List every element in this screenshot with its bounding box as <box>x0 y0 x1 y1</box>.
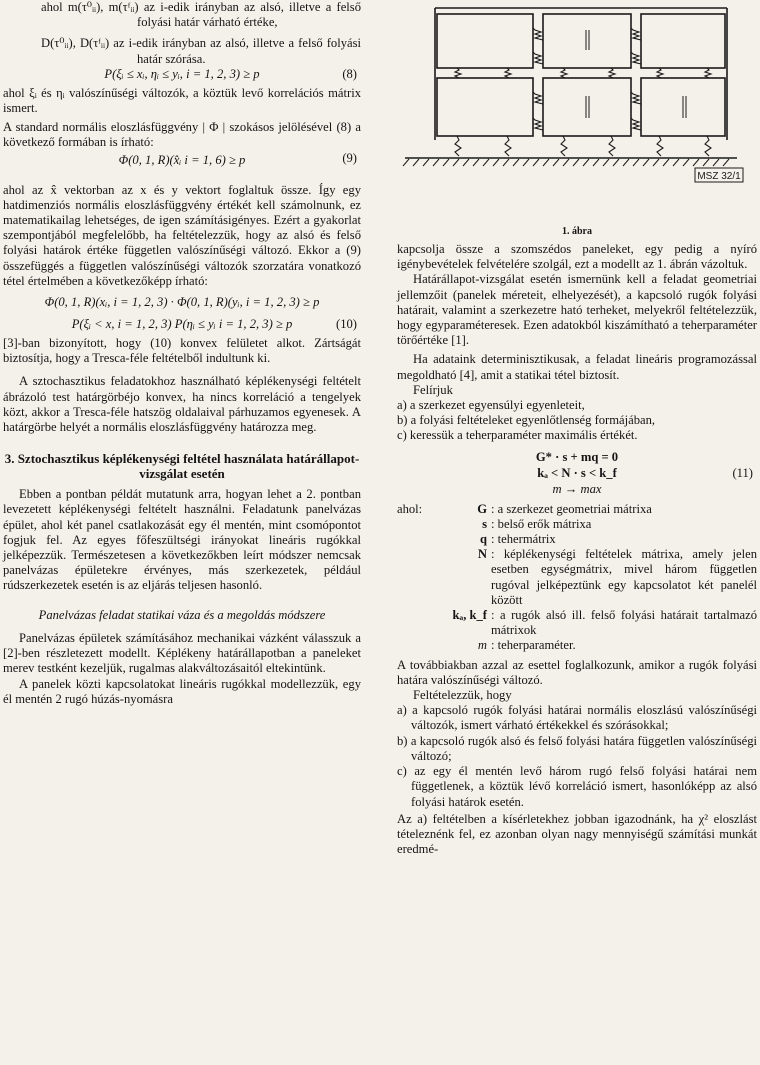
equation-10-number: (10) <box>336 317 357 332</box>
section-heading-3: 3. Sztochasztikus képlékenységi feltétel használata határállapot-vizsgálat esetén <box>4 451 360 482</box>
definition-key: G <box>477 501 487 516</box>
definition-value: : képlékenységi feltételek mátrixa, amely jelen esetben egységmátrix, mivel három független rugóval jelképeztünk egy kapcsolatot két panelél között <box>491 547 757 607</box>
equation-8 <box>3 67 361 86</box>
definition-deviation: D(τ⁰ᵢᵢ), D(τᶠᵢᵢ) az i-edik irányban az alsó, illetve a felső folyási határ szórása. <box>41 36 361 66</box>
paragraph-further: A továbbiakban azzal az esettel foglalkozunk, amikor a rugók folyási határa valószínűségi változó. <box>397 657 757 687</box>
definition-value: : teherparaméter. <box>491 638 576 653</box>
paragraph-connect-panels: kapcsolja össze a szomszédos paneleket, egy pedig a nyíró igénybevételek felvételére szolgál, ezt a modellt az 1. ábrán vázoltuk. <box>397 242 757 272</box>
left-column <box>3 0 361 707</box>
paragraph-assume: Feltételezzük, hogy <box>413 688 512 703</box>
paragraph-limit-state: Határállapot-vizsgálat esetén ismernünk kell a feladat geometriai jellemzőit (panelek méreteit, elhelyezését), a kapcsoló rugók folyási határait, valamint a szerkezetre ható terheket, melyekről feltételezzük, hogy egyparaméteresek. Ezen adatokból kiszámítható a teherparaméter törőértéke [1]. <box>397 272 757 348</box>
equation-11a-body: G* · s + mq = 0 <box>535 449 619 464</box>
paragraph-deterministic: Ha adataink determinisztikusak, a feladat lineáris programozással megoldható [4], amit a statikai tétel biztosít. <box>397 352 757 382</box>
paragraph-mechanical-model: Panelvázas épületek számításához mechanikai vázként válasszuk a [2]-ben részletezett modellt. Képlékeny határállapotban a paneleket merev testként kezeljük, rugalmas alakváltozásaitól eltekintünk. <box>3 630 361 676</box>
equation-11-line-2 <box>397 466 757 482</box>
equation-10b-body: P(ξᵢ < x, i = 1, 2, 3) P(ηᵢ ≤ yᵢ i = 1, 2, 3) ≥ p <box>71 317 293 332</box>
paragraph-convex-surface: [3]-ban bizonyított, hogy (10) konvex felületet alkot. Zártságát biztosítja, hogy a Tresca-féle feltételből indultunk ki. <box>3 336 361 366</box>
definition-expected-value: ahol m(τ⁰ᵢᵢ), m(τᶠᵢᵢ) az i-edik irányban az alsó, illetve a felső folyási határ várható értéke, <box>41 0 361 30</box>
paragraph-we-write: Felírjuk <box>413 382 453 397</box>
equation-9-body: Φ(0, 1, R)(x̂ᵢ i = 1, 6) ≥ p <box>118 152 246 167</box>
list-item-c: c) keressük a teherparaméter maximális értékét. <box>397 428 638 443</box>
equation-10-line-1 <box>3 295 361 317</box>
definition-key: q <box>479 532 487 547</box>
paragraph-six-dimensional: ahol az x̂ vektorban az x és y vektort foglaltuk össze. Így egy hatdimenziós normális eloszlásfüggvény értékét kell számolnunk, ez matematikailag lehetséges, de igen számításigényes. Ezért a gyakorlat szempontjából megfelelőbb, ha feltételezzük, hogy az alsó és felső folyási határok értéke független valószínűségi változó. Ekkor a (9) összefüggés a független valószínűségi változók szorzatára vonatkozó tétel értelmében a következőképp írható: <box>3 182 361 288</box>
equation-11c-body: m → max <box>552 481 602 496</box>
figure-caption: 1. ábra <box>562 226 592 237</box>
paragraph-chi-squared: Az a) feltételben a kísérletekhez jobban igazodnánk, ha χ² eloszlást tételeznénk fel, ez azonban olyan nagy mennyiségű számítási munkát eredmé- <box>397 811 757 857</box>
equation-11-line-3 <box>397 482 757 498</box>
paragraph-standard-normal: A standard normális eloszlásfüggvény | Φ | szokásos jelölésével (8) a következő formában is írható: <box>3 120 361 150</box>
panel-frame-diagram <box>397 0 757 240</box>
figure-stamp: MSZ 32/1 <box>697 171 741 182</box>
definition-key: m <box>477 638 487 653</box>
equation-11b-body: kₐ < N · s < k_f <box>537 465 617 480</box>
definition-row <box>397 502 757 517</box>
definition-value: : tehermátrix <box>491 532 556 547</box>
definition-row <box>397 532 757 547</box>
condition-c: c) az egy él mentén levő három rugó felső folyási határai nem függetlenek, a köztük lévő korreláció ismert, hasonlóképp az alsó folyási határok esetén. <box>397 764 757 809</box>
definition-row <box>397 547 757 608</box>
where-label: ahol: <box>397 501 423 516</box>
definition-key: s <box>482 516 487 531</box>
paragraph-stochastic-tasks: A sztochasztikus feladatokhoz használható képlékenységi feltételt ábrázoló test határgörbéjo konvex, ha nincs korreláció a tengelyek közt, akkor a Tresca-féle hatszög oldalaival párhuzamos egyenesek. A határgörbe helyét a normális eloszlásfüggvény határozza meg. <box>3 374 361 435</box>
definition-value: : a rugók alsó ill. felső folyási határait tartalmazó mátrixok <box>491 608 757 638</box>
definition-key: N <box>477 547 487 562</box>
equation-9-number: (9) <box>342 150 357 165</box>
equation-11-line-1 <box>397 450 757 466</box>
definition-value: : belső erők mátrixa <box>491 516 592 531</box>
equation-10a-body: Φ(0, 1, R)(xᵢ, i = 1, 2, 3) · Φ(0, 1, R)(yᵢ, i = 1, 2, 3) ≥ p <box>44 295 320 310</box>
paragraph-example: Ebben a pontban példát mutatunk arra, hogyan lehet a 2. pontban levezetett képlékenységi feltételt használni. Feladatunk panelvázas épület, ahol két panel csatlakozását egy él mentén, mint csomópontot fogjuk fel. Az egyes főfeszültségi irányokat lineáris rugókkal jelképezzük. Természetesen a következőkben leírt módszer nemcsak panelvázas épületekre érvényes, más szerkezetek, például rúdszerkezetek esetén is az eljárás teljesen hasonló. <box>3 487 361 593</box>
equation-8-number: (8) <box>342 66 357 81</box>
equation-10-line-2 <box>3 317 361 336</box>
ground-hatching <box>403 159 729 166</box>
list-item-a: a) a szerkezet egyensúlyi egyenleteit, <box>397 398 585 413</box>
definitions-block <box>397 502 757 654</box>
paragraph-linear-springs: A panelek közti kapcsolatokat lineáris rugókkal modellezzük, egy él mentén 2 rugó húzás-nyomásra <box>3 676 361 706</box>
condition-a: a) a kapcsoló rugók folyási határai normális eloszlású valószínűségi változók, ismert várható értékekkel és szórásokkal; <box>397 703 757 733</box>
right-column <box>397 0 757 857</box>
equation-9 <box>3 151 361 183</box>
definition-row <box>397 517 757 532</box>
definition-value: : a szerkezet geometriai mátrixa <box>491 501 652 516</box>
figure-1 <box>397 0 757 240</box>
definition-key: kₐ, k_f <box>452 608 487 623</box>
definition-row <box>397 638 757 653</box>
paragraph-random-variables: ahol ξᵢ és ηᵢ valószínűségi változók, a köztük levő korrelációs mátrix ismert. <box>3 85 361 116</box>
subsection-heading: Panelvázas feladat statikai váza és a megoldás módszere <box>38 607 326 622</box>
definition-row <box>397 608 757 638</box>
list-item-b: b) a folyási feltételeket egyenlőtlenség formájában, <box>397 413 656 428</box>
condition-b: b) a kapcsoló rugók alsó és felső folyási határa független valószínűségi változó; <box>397 733 757 763</box>
equation-11-number: (11) <box>732 465 753 480</box>
equation-8-body: P(ξᵢ ≤ xᵢ, ηᵢ ≤ yᵢ, i = 1, 2, 3) ≥ p <box>104 66 260 81</box>
